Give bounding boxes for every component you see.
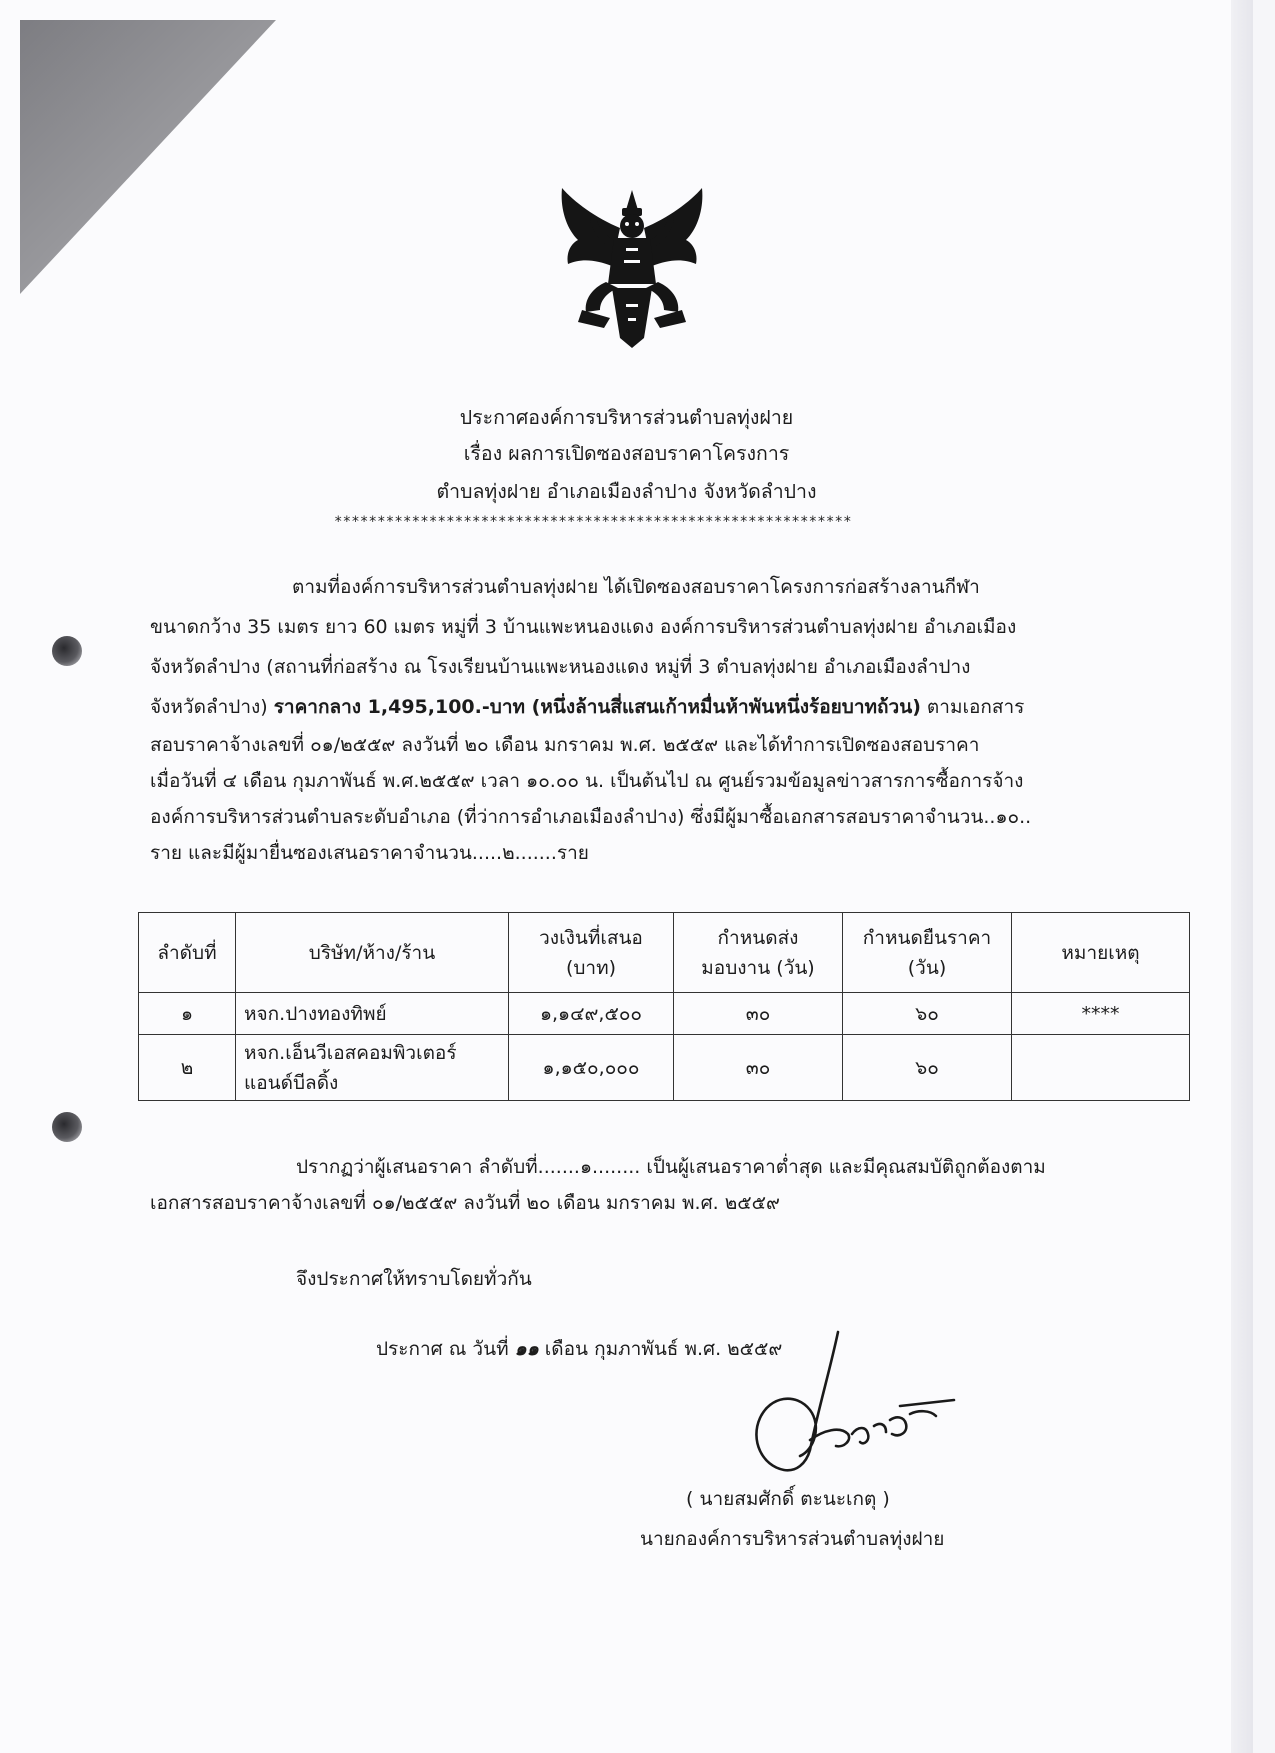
signer-position: นายกองค์การบริหารส่วนตำบลทุ่งฝาย bbox=[640, 1528, 945, 1550]
handwritten-day: ๑๑ bbox=[514, 1338, 539, 1360]
body-line-4 bbox=[150, 690, 1024, 724]
handwritten-signature bbox=[740, 1330, 970, 1480]
cell-note: **** bbox=[1012, 993, 1190, 1035]
cell-company: หจก.ปางทองทิพย์ bbox=[236, 993, 509, 1035]
header-note: หมายเหตุ bbox=[1012, 913, 1190, 993]
body-line-8: ราย และมีผู้มายื่นซองเสนอราคาจำนวน.....๒.......ราย bbox=[150, 842, 589, 864]
result-line-2: เอกสารสอบราคาจ้างเลขที่ ๐๑/๒๕๕๙ ลงวันที่ ๒๐ เดือน มกราคม พ.ศ. ๒๕๕๙ bbox=[150, 1192, 780, 1214]
folded-corner bbox=[20, 20, 276, 294]
body-line-2: ขนาดกว้าง 35 เมตร ยาว 60 เมตร หมู่ที่ 3 บ้านแพะหนองแดง องค์การบริหารส่วนตำบลทุ่งฝาย อำเภอเมือง bbox=[150, 616, 1017, 638]
table-header-row bbox=[139, 913, 1190, 993]
location-line: ตำบลทุ่งฝาย อำเภอเมืองลำปาง จังหวัดลำปาง bbox=[436, 480, 817, 503]
company-name-line-2: แอนด์บีลดิ้ง bbox=[244, 1071, 339, 1094]
date-prefix: ประกาศ ณ วันที่ bbox=[376, 1338, 515, 1360]
cell-amount: ๑,๑๕๐,๐๐๐ bbox=[509, 1035, 674, 1101]
cell-amount: ๑,๑๔๙,๕๐๐ bbox=[509, 993, 674, 1035]
bid-results-table bbox=[138, 912, 1190, 1101]
cell-validity: ๖๐ bbox=[843, 1035, 1012, 1101]
company-name-line-1: หจก.เอ็นวีเอสคอมพิวเตอร์ bbox=[244, 1041, 457, 1064]
star-separator: ************************************************************ bbox=[334, 514, 852, 530]
header-no: ลำดับที่ bbox=[139, 913, 236, 993]
date-suffix: เดือน กุมภาพันธ์ พ.ศ. ๒๕๕๙ bbox=[538, 1338, 783, 1360]
body-line-5: สอบราคาจ้างเลขที่ ๐๑/๒๕๕๙ ลงวันที่ ๒๐ เดือน มกราคม พ.ศ. ๒๕๕๙ และได้ทำการเปิดซองสอบราคา bbox=[150, 734, 980, 756]
table-row bbox=[139, 993, 1190, 1035]
cell-company bbox=[236, 1035, 509, 1101]
cell-delivery: ๓๐ bbox=[674, 993, 843, 1035]
body-line-3: จังหวัดลำปาง (สถานที่ก่อสร้าง ณ โรงเรียนบ้านแพะหนองแดง หมู่ที่ 3 ตำบลทุ่งฝาย อำเภอเมืองลำปาง bbox=[150, 656, 971, 678]
header-delivery: กำหนดส่ง มอบงาน (วัน) bbox=[674, 913, 843, 993]
body-line-4-end: ตามเอกสาร bbox=[920, 696, 1025, 718]
scan-edge bbox=[1231, 0, 1253, 1753]
cell-validity: ๖๐ bbox=[843, 993, 1012, 1035]
header-validity: กำหนดยืนราคา (วัน) bbox=[843, 913, 1012, 993]
table-row bbox=[139, 1035, 1190, 1101]
announcement-title: ประกาศองค์การบริหารส่วนตำบลทุ่งฝาย bbox=[459, 406, 794, 429]
signer-name: ( นายสมศักดิ์ ตะนะเกตุ ) bbox=[686, 1488, 890, 1510]
header-amount: วงเงินที่เสนอ (บาท) bbox=[509, 913, 674, 993]
body-line-6: เมื่อวันที่ ๔ เดือน กุมภาพันธ์ พ.ศ.๒๕๕๙ เวลา ๑๐.๐๐ น. เป็นต้นไป ณ ศูนย์รวมข้อมูลข่าวสารการซื้อการจ้าง bbox=[150, 770, 1024, 792]
punch-hole-top bbox=[52, 636, 82, 666]
body-line-7: องค์การบริหารส่วนตำบลระดับอำเภอ (ที่ว่าการอำเภอเมืองลำปาง) ซึ่งมีผู้มาซื้อเอกสารสอบราคาจำนวน..๑๐.. bbox=[150, 806, 1032, 828]
subject-line: เรื่อง ผลการเปิดซองสอบราคาโครงการ bbox=[463, 442, 790, 465]
cell-delivery: ๓๐ bbox=[674, 1035, 843, 1101]
median-price: ราคากลาง 1,495,100.-บาท (หนึ่งล้านสี่แสนเก้าหมื่นห้าพันหนึ่งร้อยบาทถ้วน) bbox=[273, 696, 921, 718]
cell-no: ๒ bbox=[139, 1035, 236, 1101]
result-line-1: ปรากฏว่าผู้เสนอราคา ลำดับที่.......๑........ เป็นผู้เสนอราคาต่ำสุด และมีคุณสมบัติถูกต้องตาม bbox=[296, 1156, 1046, 1178]
body-line-4-start: จังหวัดลำปาง) bbox=[150, 696, 274, 718]
cell-no: ๑ bbox=[139, 993, 236, 1035]
announcement-date bbox=[376, 1334, 782, 1364]
announce-line: จึงประกาศให้ทราบโดยทั่วกัน bbox=[296, 1268, 532, 1290]
cell-note bbox=[1012, 1035, 1190, 1101]
body-line-1: ตามที่องค์การบริหารส่วนตำบลทุ่งฝาย ได้เปิดซองสอบราคาโครงการก่อสร้างลานกีฬา bbox=[292, 576, 980, 598]
header-company: บริษัท/ห้าง/ร้าน bbox=[236, 913, 509, 993]
garuda-emblem-icon bbox=[556, 188, 708, 348]
punch-hole-bottom bbox=[52, 1112, 82, 1142]
